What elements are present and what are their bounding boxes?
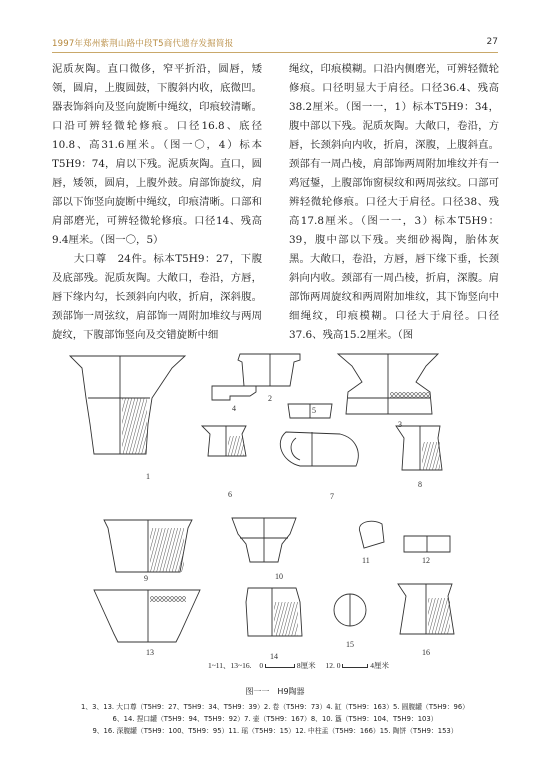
vessel-9-drawing	[104, 520, 192, 572]
vessel-4-drawing	[212, 386, 256, 400]
figure-label-5: 5	[312, 406, 316, 415]
scale-group-b: 12.	[325, 661, 335, 670]
vessel-6-drawing	[202, 426, 246, 456]
vessel-16-drawing	[398, 584, 454, 634]
vessel-3-drawing	[338, 354, 438, 414]
figure-label-1: 1	[146, 472, 150, 481]
figure-label-14: 14	[270, 652, 278, 661]
scale-group-a: 1~11、13~16.	[208, 661, 252, 670]
vessel-7-drawing	[280, 432, 358, 466]
figure-caption-title: 图一一 H9陶器	[245, 687, 305, 696]
page-number: 27	[486, 37, 498, 47]
pottery-figure	[60, 352, 490, 677]
figure-label-2: 2	[268, 394, 272, 403]
vessel-2-drawing	[238, 354, 300, 386]
header-rule	[52, 52, 498, 53]
figure-label-16: 16	[422, 648, 430, 657]
vessel-13-drawing	[94, 590, 200, 642]
vessel-12-drawing	[404, 536, 450, 552]
scale-length-b: 4厘米	[370, 661, 389, 670]
figure-label-6: 6	[228, 490, 232, 499]
figure-label-8: 8	[418, 480, 422, 489]
scale-zero-b: 0	[336, 661, 341, 670]
vessel-5-drawing	[288, 404, 332, 418]
scale-bar-a	[265, 664, 295, 668]
header-title: 1997年郑州紫荆山路中段T5商代遗存发掘简报	[52, 39, 234, 49]
running-header	[52, 37, 498, 51]
figure-label-9: 9	[144, 574, 148, 583]
vessel-15-drawing	[334, 594, 366, 626]
figure-label-7: 7	[330, 492, 334, 501]
vessel-8-drawing	[396, 426, 442, 470]
scale-zero-a: 0	[259, 661, 264, 670]
figure-label-10: 10	[275, 572, 283, 581]
figure-label-3: 3	[398, 420, 402, 429]
figure-caption-line-2: 6、14. 捏口罐（T5H9：94、T5H9：92）7. 壶（T5H9：167）8、10. 簋（T5H9：104、T5H9：103）	[112, 715, 438, 723]
figure-caption-line-1: 1、3、13. 大口尊（T5H9：27、T5H9：34、T5H9：39）2. 卷（T5H9：73）4. 缸（T5H9：163）5. 圆腹罐（T5H9：96）	[81, 703, 469, 711]
vessel-1-drawing	[70, 356, 185, 454]
figure-label-12: 12	[422, 556, 430, 565]
vessel-10-drawing	[232, 518, 296, 562]
figure-label-13: 13	[146, 648, 154, 657]
figure-label-15: 15	[346, 640, 354, 649]
scale-length-a: 8厘米	[296, 661, 316, 670]
text-column-left: 泥质灰陶。直口微侈，窄平折沿，圆唇，矮领，圆肩，上腹圆鼓，下腹斜内收，底微凹。器表饰斜向及竖向旋断中绳纹，印痕较清晰。口沿可辨轻微轮修痕。口径16.8、底径10.8、高31.6厘米。（图一〇，4）标本T5H9：74，肩以下残。泥质灰陶。直口，圆唇，矮领，圆肩，上腹外鼓。肩部饰旋纹，肩部以下饰竖向旋断中绳纹，印痕清晰。口部和肩部磨光，可辨轻微轮修痕。口径14、残高9.4厘米。（图一〇，5） 大口尊 24件。标本T5H9：27，下腹及底部残。泥质灰陶。大敞口，卷沿，方唇，唇下缘内勾，长颈斜向内收，折肩，深斜腹。颈部饰一周弦纹，肩部饰一周附加堆纹与两周旋纹，下腹部饰竖向及交错旋断中细	[52, 63, 262, 341]
scale-bar-b	[342, 664, 368, 668]
figure-label-11: 11	[362, 556, 370, 565]
vessel-14-drawing	[246, 588, 302, 636]
text-column-right: 绳纹，印痕模糊。口沿内侧磨光，可辨轻微轮修痕。口径明显大于肩径。口径36.4、残高38.2厘米。（图一一，1）标本T5H9：34，腹中部以下残。泥质灰陶。大敞口，卷沿，方唇，长颈斜向内收，折肩，深腹，上腹斜直。颈部有一周凸棱，肩部饰两周附加堆纹并有一鸡冠鋬，上腹部饰窗棂纹和两周弦纹。口部可辨轻微轮修痕。口径大于肩径。口径38、残高17.8厘米。（图一一，3）标本T5H9：39，腹中部以下残。夹细砂褐陶，胎体灰黑。大敞口，卷沿，方唇，唇下缘下垂，长颈斜向内收。颈部有一周凸棱，折肩，深腹。肩部饰两周旋纹和两周附加堆纹，其下饰竖向中细绳纹，印痕模糊。口径大于肩径。口径37.6、残高15.2厘米。（图	[289, 63, 499, 341]
vessel-11-drawing	[359, 521, 384, 548]
scale-bars	[208, 660, 389, 671]
figure-label-4: 4	[232, 404, 236, 413]
figure-caption-line-3: 9、16. 深腹罐（T5H9：100、T5H9：95）11. 瑶（T5H9：15）12. 中柱盂（T5H9：166）15. 陶饼（T5H9：153）	[92, 727, 458, 735]
